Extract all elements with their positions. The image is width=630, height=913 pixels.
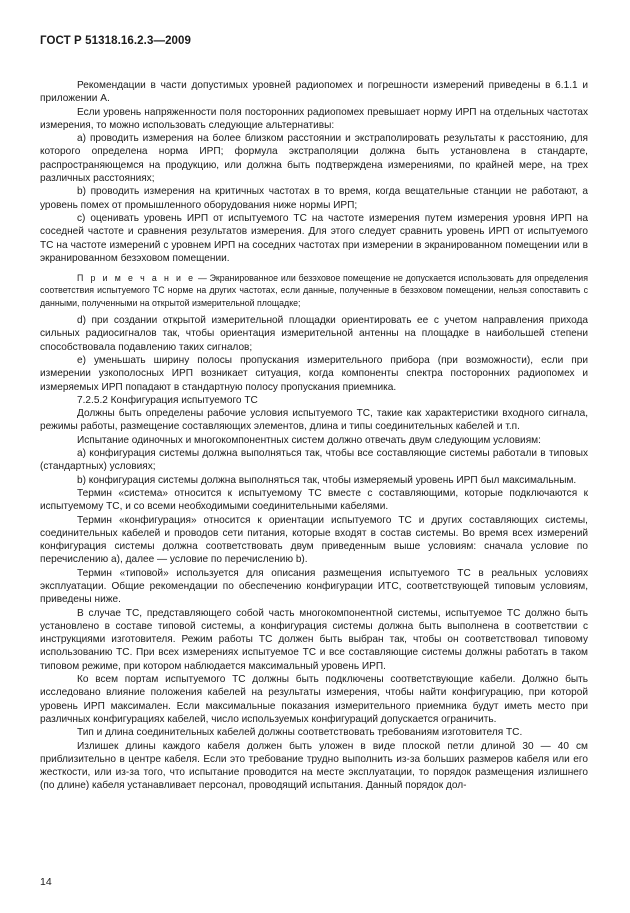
note <box>40 272 588 309</box>
document-body <box>40 79 588 793</box>
list-item-b: b) проводить измерения на критичных частотах в то время, когда вещательные станции не работают, а уровень помех от промышленного оборудования ниже нормы ИРП; <box>40 186 588 211</box>
paragraph: Испытание одиночных и многокомпонентных систем должно отвечать двум следующим условиям: <box>77 434 541 446</box>
paragraph: Должны быть определены рабочие условия испытуемого ТС, такие как характеристики входного сигнала, режимы работы, размещение составляющих элементов, длина и типы соединительных кабелей и т.п. <box>40 408 588 433</box>
page-number: 14 <box>40 876 52 888</box>
note-text: — Экранированное или безэховое помещение не допускается использовать для определения соответствия испытуемого ТС норме на других частотах, если данные, полученные в безэховом помещении, нельзя сопоставить с данными, полученными на открытой измерительной площадке; <box>40 273 588 308</box>
section-heading: 7.2.5.2 Конфигурация испытуемого ТС <box>77 394 258 406</box>
list-item-e: e) уменьшать ширину полосы пропускания измерительного прибора (при возможности), если при измерении узкополосных ИРП возникает ситуация, когда компоненты спектра посторонних радиопомех и измеряемых ИРП попадают в стандартную полосу пропускания приемника. <box>40 354 588 393</box>
paragraph: Термин «система» относится к испытуемому ТС вместе с составляющими, которые подключаются к испытуемому ТС, и со всеми необходимыми соединительными кабелями. <box>40 487 588 513</box>
paragraph: Тип и длина соединительных кабелей должны соответствовать требованиям изготовителя ТС. <box>77 727 523 739</box>
list-item-a: a) конфигурация системы должна выполняться так, чтобы все составляющие системы работали в типовых (стандартных) условиях; <box>40 448 588 473</box>
paragraph: В случае ТС, представляющего собой часть многокомпонентной системы, испытуемое ТС должно быть установлено в составе типовой системы, а конфигурация системы должна быть выполнена в соответствии с инструкциями изготовителя. Режим работы ТС должен быть выбран так, чтобы он соответствовал типовому использованию ТС. При всех измерениях испытуемое ТС и все составляющие системы должны работать в таком типовом режиме, при котором наблюдается максимальный уровень ИРП. <box>40 607 588 672</box>
paragraph: Если уровень напряженности поля посторонних радиопомех превышает норму ИРП на отдельных частотах измерения, то можно использовать следующие альтернативы: <box>40 106 588 131</box>
paragraph: Термин «конфигурация» относится к ориентации испытуемого ТС и других составляющих системы, соединительных кабелей и проводов сети питания, которые входят в состав системы. Во время всех измерений конфигурация системы должна соответствовать двум приведенным выше условиям: сначала условие по перечислению а), далее — условие по перечислению b). <box>40 514 588 566</box>
paragraph: Ко всем портам испытуемого ТС должны быть подключены соответствующие кабели. Должно быть исследовано влияние положения кабелей на результаты измерения, чтобы найти конфигурацию, при которой уровень ИРП максимален. Если максимальные показания измерительного приемника будут иметь место при различных конфигурациях кабелей, число используемых конфигураций допускается ограничить. <box>40 674 588 725</box>
list-item-b: b) конфигурация системы должна выполняться так, чтобы измеряемый уровень ИРП был максимальным. <box>77 474 577 486</box>
paragraph: Термин «типовой» используется для описания размещения испытуемого ТС в реальных условиях эксплуатации. Общие рекомендации по обеспечению конфигурации ИТС, соответствующей типовым условиям, приведены ниже. <box>40 567 588 606</box>
list-item-d: d) при создании открытой измерительной площадки ориентировать ее с учетом направления прихода сильных радиосигналов так, чтобы ориентация измерительной антенны на площадке в наибольшей степени способствовала подавлению таких сигналов; <box>40 315 588 353</box>
paragraph: Рекомендации в части допустимых уровней радиопомех и погрешности измерений приведены в 6.1.1 и приложении А. <box>40 80 588 105</box>
paragraph: Излишек длины каждого кабеля должен быть уложен в виде плоской петли длиной 30 — 40 см приблизительно в центре кабеля. Если это требование трудно выполнить из-за больших размеров кабеля или его жесткости, или из-за того, что испытание проводится на месте эксплуатации, то порядок размещения излишнего (по длине) кабеля устанавливает персонал, проводящий испытания. Данный порядок дол- <box>40 740 588 792</box>
standard-header: ГОСТ Р 51318.16.2.3—2009 <box>40 35 192 47</box>
list-item-c: c) оценивать уровень ИРП от испытуемого ТС на частоте измерения путем измерения уровня ИРП на соседней частоте и сравнения результатов измерения. Для этого следует сравнить уровень ИРП от испытуемого ТС на частоте измерений с уровнем ИРП на соседних частотах при измерении в экранированном помещении или в экранированном безэховом помещении. <box>40 212 588 264</box>
list-item-a: a) проводить измерения на более близком расстоянии и экстраполировать результаты к расстоянию, для которого определена норма ИРП; формула экстраполяции должна быть установлена в стандарте, распространяющемся на продукцию, или должна быть подтверждена измерениями, по крайней мере, на трех различных расстояниях; <box>40 133 588 185</box>
note-label: П р и м е ч а н и е <box>77 273 196 284</box>
